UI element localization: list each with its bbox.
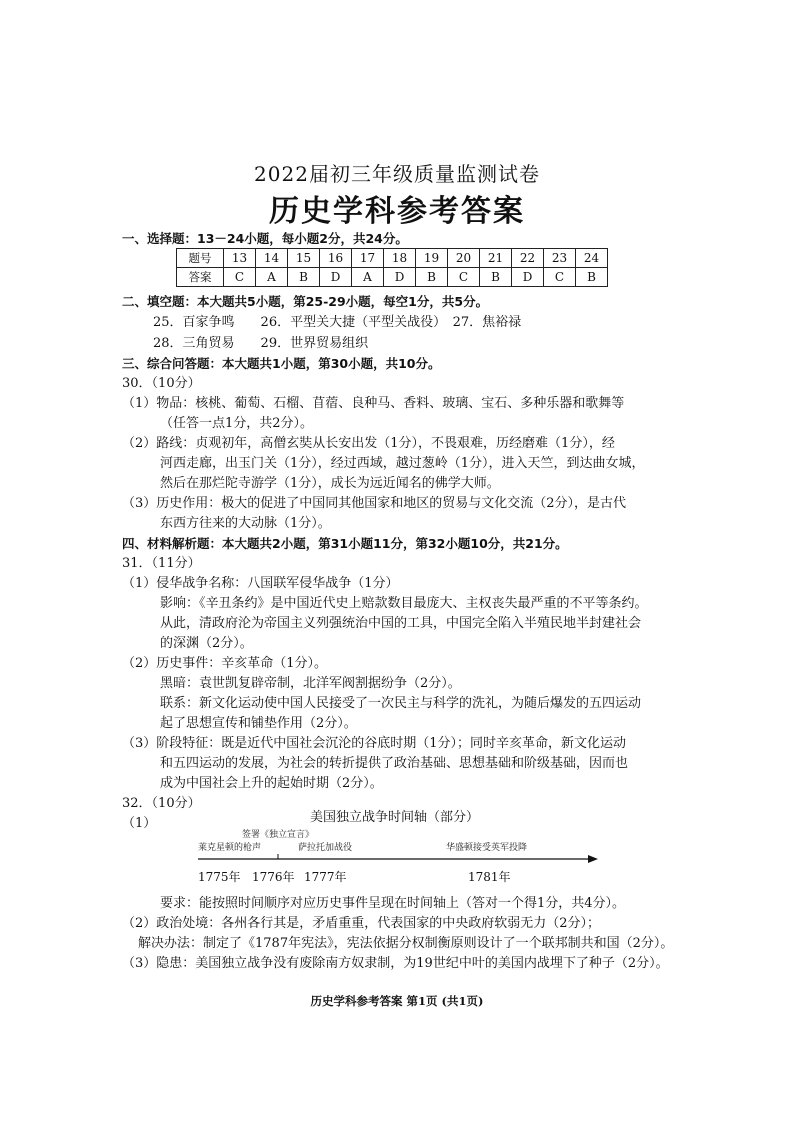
q31-answer-1-cont: 的深渊（2分）。 [160, 636, 253, 651]
table-row [177, 268, 608, 287]
table-cell: 18 [384, 249, 416, 268]
q31-answer-2-cont: 起了思想宣传和铺垫作用（2分）。 [160, 716, 357, 731]
timeline-arrowhead [588, 855, 598, 863]
table-cell: 13 [224, 249, 256, 268]
q30-answer-3-cont: 东西方往来的大动脉（1分）。 [160, 516, 331, 531]
exam-title: 2022届初三年级质量监测试卷 [254, 162, 540, 186]
page-title: 历史学科参考答案 [269, 194, 525, 229]
section2-heading: 二、填空题：本大题共5小题，第25-29小题，每空1分，共5分。 [122, 294, 489, 309]
table-cell: B [480, 268, 512, 287]
q32-answer-1-label: （1） [122, 816, 157, 831]
q31-answer-2: （2）历史事件：辛亥革命（1分）。 [122, 656, 328, 671]
q30-answer-2-cont: 然后在那烂陀寺游学（1分），成长为远近闻名的佛学大师。 [160, 476, 500, 491]
timeline-year-1781: 1781年 [468, 870, 511, 884]
q31-answer-1: （1）侵华战争名称：八国联军侵华战争（1分） [122, 576, 399, 591]
q31-answer-2-cont: 黑暗：袁世凯复辟帝制，北洋军阀割据纷争（2分）。 [160, 676, 461, 691]
q31-answer-3-cont: 和五四运动的发展，为社会的转折提供了政治基础、思想基础和阶级基础，因而也 [160, 756, 629, 771]
q31-answer-1-cont: 影响：《辛丑条约》是中国近代史上赔款数目最庞大、主权丧失最严重的不平等条约。 [160, 596, 648, 611]
table-cell: 16 [320, 249, 352, 268]
q32-answer-3: （3）隐患：美国独立战争没有废除南方奴隶制，为19世纪中叶的美国内战埋下了种子（2分）。 [122, 956, 669, 971]
timeline-year-1777: 1777年 [304, 870, 347, 884]
timeline-year-1775: 1775年 [198, 870, 241, 884]
q31-label: 31．（11分） [122, 556, 201, 571]
timeline-event-2: 签署《独立宣言》 [242, 830, 315, 840]
table-cell: 14 [256, 249, 288, 268]
q30-answer-1: （1）物品：核桃、葡萄、石榴、苜蓿、良种马、香料、玻璃、宝石、多种乐器和歌舞等 [122, 396, 625, 411]
answer-table [176, 248, 608, 287]
table-cell: D [320, 268, 352, 287]
table-cell: B [416, 268, 448, 287]
q30-answer-3: （3）历史作用：极大的促进了中国同其他国家和地区的贸易与文化交流（2分），是古代 [122, 496, 627, 511]
table-cell: 22 [512, 249, 544, 268]
table-cell: C [448, 268, 480, 287]
table-cell: 23 [544, 249, 576, 268]
q31-answer-3-cont: 成为中国社会上升的起始时期（2分）。 [160, 776, 383, 791]
table-cell: B [576, 268, 608, 287]
table-cell: C [224, 268, 256, 287]
timeline-event-3: 萨拉托加战役 [298, 843, 353, 853]
table-cell: C [544, 268, 576, 287]
table-cell: 20 [448, 249, 480, 268]
table-row [177, 249, 608, 268]
table-cell: 15 [288, 249, 320, 268]
timeline-year-1776: 1776年 [252, 870, 295, 884]
q32-answer-1-requirement: 要求：能按照时间顺序对应历史事件呈现在时间轴上（答对一个得1分，共4分）。 [160, 896, 626, 911]
q30-answer-2: （2）路线：贞观初年，高僧玄奘从长安出发（1分），不畏艰难，历经磨难（1分），经 [122, 436, 615, 451]
fill-answers-line1: 25．百家争鸣 26．平型关大捷（平型关战役） 27．焦裕禄 [153, 315, 522, 330]
table-cell: A [352, 268, 384, 287]
section1-heading: 一、选择题：13－24小题，每小题2分，共24分。 [122, 231, 408, 246]
fill-answers-line2: 28．三角贸易 29．世界贸易组织 [153, 336, 369, 351]
page-footer: 历史学科参考答案 第1页 (共1页) [310, 994, 484, 1008]
q32-answer-2: （2）政治处境：各州各行其是，矛盾重重，代表国家的中央政府软弱无力（2分）； [122, 916, 601, 931]
table-cell: 17 [352, 249, 384, 268]
q30-answer-1-cont: （任答一点1分，共2分）。 [160, 416, 314, 431]
section3-heading: 三、综合问答题：本大题共1小题，第30小题，共10分。 [122, 356, 441, 371]
table-cell: D [384, 268, 416, 287]
table-cell: D [512, 268, 544, 287]
q32-label: 32．（10分） [122, 796, 201, 811]
q31-answer-2-cont: 联系：新文化运动使中国人民接受了一次民主与科学的洗礼，为随后爆发的五四运动 [160, 696, 642, 711]
q30-label: 30．（10分） [122, 376, 201, 391]
q31-answer-1-cont: 从此，清政府沦为帝国主义列强统治中国的工具，中国完全陷入半殖民地半封建社会 [160, 616, 642, 631]
table-header-cell: 题号 [177, 249, 224, 268]
table-cell: 24 [576, 249, 608, 268]
section4-heading: 四、材料解析题：本大题共2小题，第31小题11分，第32小题10分，共21分。 [122, 536, 568, 551]
timeline-title: 美国独立战争时间轴（部分） [310, 810, 480, 825]
table-cell: B [288, 268, 320, 287]
table-cell: 19 [416, 249, 448, 268]
timeline-diagram [190, 826, 610, 888]
table-header-cell: 答案 [177, 268, 224, 287]
q30-answer-2-cont: 河西走廊，出玉门关（1分），经过西域，越过葱岭（1分），进入天竺，到达曲女城， [160, 456, 645, 471]
q32-answer-2-cont: 解决办法：制定了《1787年宪法》，宪法依据分权制衡原则设计了一个联邦制共和国（2分）。 [138, 936, 674, 951]
timeline-event-4: 华盛顿接受英军投降 [446, 843, 528, 853]
table-cell: 21 [480, 249, 512, 268]
table-cell: A [256, 268, 288, 287]
timeline-event-1: 莱克星顿的枪声 [198, 843, 262, 853]
q31-answer-3: （3）阶段特征：既是近代中国社会沉沦的谷底时期（1分）；同时辛亥革命，新文化运动 [122, 736, 627, 751]
